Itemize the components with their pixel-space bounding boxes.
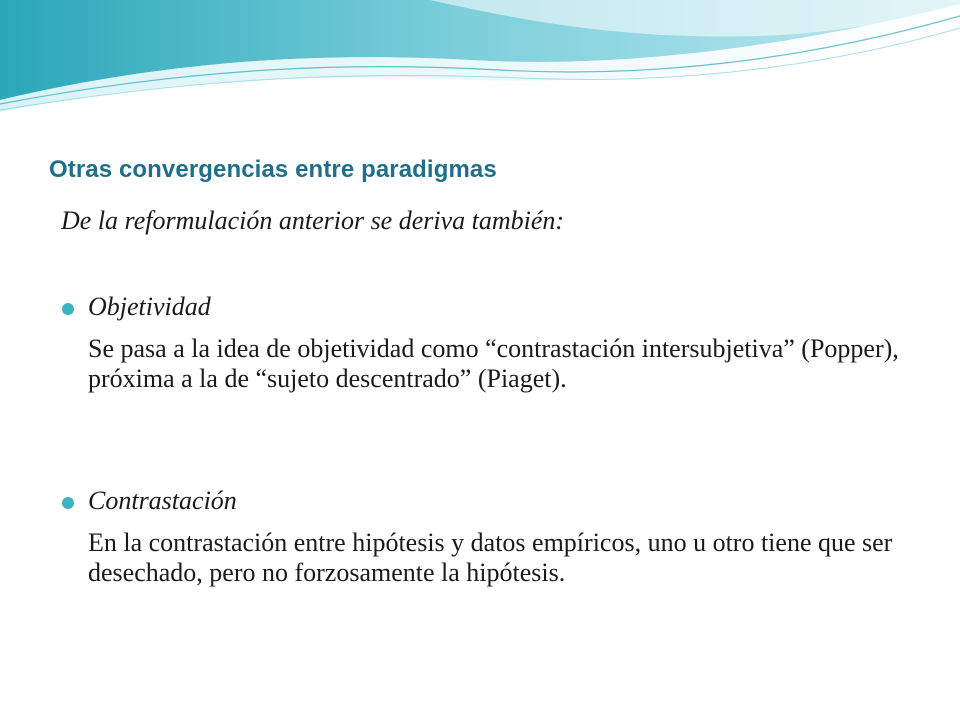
intro-text: De la reformulación anterior se deriva también: [61,206,565,235]
bullet-body-text: Se pasa a la idea de objetividad como “contrastación intersubjetiva” (Popper), próxima a la de “sujeto descentrado” (Piaget). [88,334,899,393]
bullet-item-objetividad [62,292,922,394]
bullet-heading: Contrastación [88,486,237,515]
slide-title: Otras convergencias entre paradigmas [49,156,497,183]
bullet-icon [62,497,74,509]
bullet-body-text: En la contrastación entre hipótesis y datos empíricos, uno u otro tiene que ser desechado, pero no forzosamente la hipótesis. [88,528,893,587]
header-wave-decoration [0,0,960,130]
bullet-heading: Objetividad [88,292,211,321]
bullet-item-contrastacion [62,486,922,588]
bullet-icon [62,303,74,315]
